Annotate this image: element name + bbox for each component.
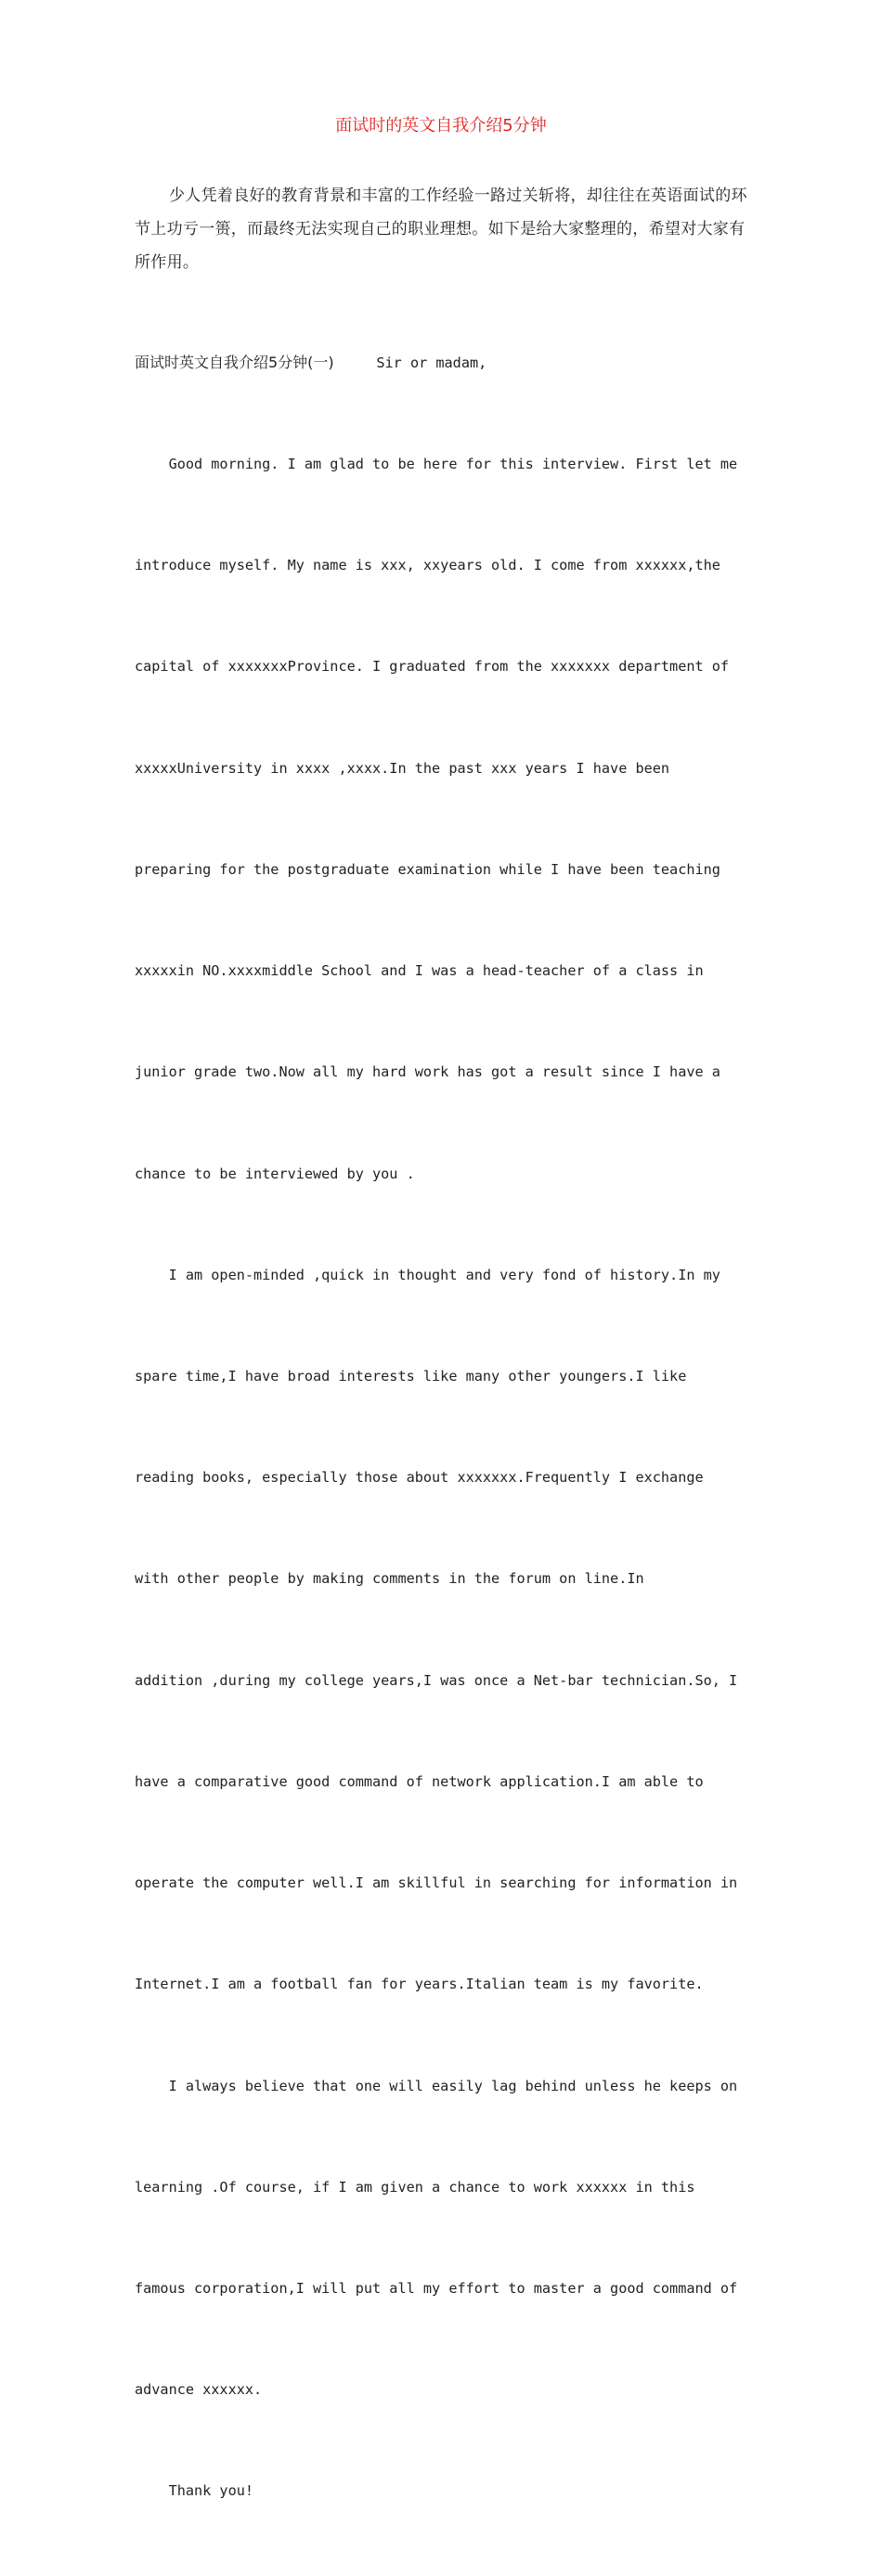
- text-line: Internet.I am a football fan for years.Italian team is my favorite.: [135, 1976, 704, 1993]
- text-line: junior grade two.Now all my hard work has got a result since I have a: [135, 1063, 720, 1081]
- subheading: 面试时英文自我介绍5分钟(一): [135, 353, 334, 371]
- text-line: famous corporation,I will put all my effort to master a good command of: [135, 2279, 738, 2297]
- text-line: introduce myself. My name is xxx, xxyears old. I come from xxxxxx,the: [135, 557, 720, 574]
- text-line: chance to be interviewed by you .: [135, 1165, 415, 1182]
- text-line: I am open-minded ,quick in thought and very fond of history.In my: [135, 1266, 720, 1283]
- salutation: Sir or madam,: [376, 354, 487, 371]
- page-title: 面试时的英文自我介绍5分钟: [335, 116, 547, 135]
- text-line: capital of xxxxxxxProvince. I graduated from the xxxxxxx department of: [135, 658, 730, 676]
- body-text: [135, 278, 755, 2576]
- intro-paragraph: 少人凭着良好的教育背景和丰富的工作经验一路过关斩将，却往往在英语面试的环节上功亏一篑，而最终无法实现自己的职业理想。如下是给大家整理的，希望对大家有所作用。: [135, 187, 747, 272]
- text-line: reading books, especially those about xxxxxxx.Frequently I exchange: [135, 1469, 704, 1487]
- text-line: advance xxxxxx.: [135, 2381, 263, 2399]
- text-line: I always believe that one will easily lag behind unless he keeps on: [135, 2077, 738, 2094]
- text-line: spare time,I have broad interests like many other youngers.I like: [135, 1368, 687, 1385]
- text-line: Thank you!: [135, 2482, 254, 2500]
- text-line: with other people by making comments in the forum on line.In: [135, 1570, 644, 1588]
- text-line: have a comparative good command of network application.I am able to: [135, 1772, 704, 1790]
- text-line: learning .Of course, if I am given a chance to work xxxxxx in this: [135, 2178, 695, 2196]
- text-line: xxxxxUniversity in xxxx ,xxxx.In the past xxx years I have been: [135, 759, 670, 777]
- text-line: preparing for the postgraduate examination while I have been teaching: [135, 860, 720, 878]
- subheading-line: [135, 346, 755, 380]
- text-line: xxxxxin NO.xxxxmiddle School and I was a head-teacher of a class in: [135, 962, 704, 980]
- text-line: operate the computer well.I am skillful in searching for information in: [135, 1874, 738, 1892]
- text-line: addition ,during my college years,I was once a Net-bar technician.So, I: [135, 1671, 738, 1689]
- text-line: Good morning. I am glad to be here for this interview. First let me: [135, 456, 738, 473]
